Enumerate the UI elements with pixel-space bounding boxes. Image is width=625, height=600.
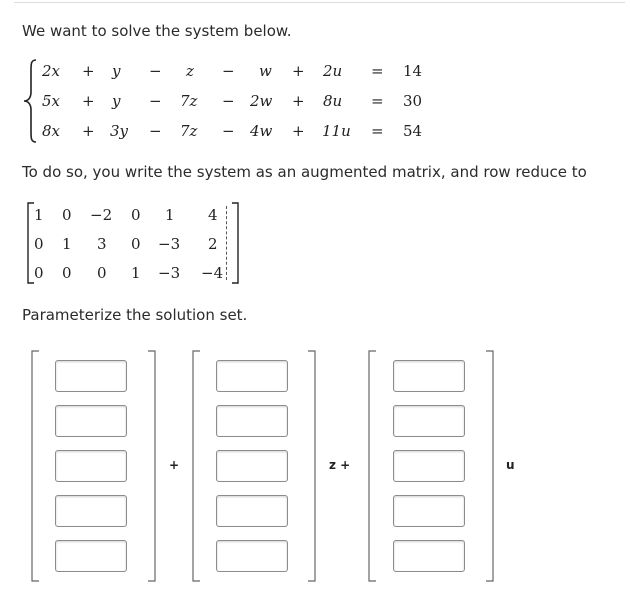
z-plus-operator: z + [329, 458, 351, 472]
eq3-sign2: − [149, 122, 162, 140]
m-r3-c2: 0 [62, 264, 72, 282]
vector3-entry-2[interactable] [393, 405, 465, 437]
m-r2-c3: 3 [97, 235, 107, 253]
m-r3-c6: −4 [201, 264, 224, 282]
vector2-entry-2[interactable] [216, 405, 288, 437]
eq2-term3: 7z [180, 92, 198, 110]
eq3-term1: 8x [42, 122, 61, 140]
parameterize-text: Parameterize the solution set. [22, 306, 248, 324]
plus-operator: + [169, 458, 180, 472]
matrix-right-bracket [230, 202, 240, 284]
eq2-rhs: 30 [403, 92, 423, 110]
vector1-left-bracket [31, 350, 41, 582]
vector2-entry-5[interactable] [216, 540, 288, 572]
eq2-sign1: + [82, 92, 95, 110]
vector3-left-bracket [368, 350, 378, 582]
rref-text: To do so, you write the system as an augmented matrix, and row reduce to [22, 163, 587, 181]
m-r1-c4: 0 [131, 206, 141, 224]
eq3-sign3: − [222, 122, 235, 140]
vector2-right-bracket [306, 350, 316, 582]
eq3-term2: 3y [110, 122, 129, 140]
eq1-sign2: − [149, 62, 162, 80]
vector1-entry-5[interactable] [55, 540, 127, 572]
eq1-rhs: 14 [403, 62, 423, 80]
eq1-term2: y [112, 62, 121, 80]
eq3-sign4: + [292, 122, 305, 140]
m-r2-c2: 1 [62, 235, 72, 253]
eq1-sign1: + [82, 62, 95, 80]
eq3-term5: 11u [322, 122, 351, 140]
vector3-right-bracket [484, 350, 494, 582]
m-r3-c3: 0 [97, 264, 107, 282]
vector2-entry-1[interactable] [216, 360, 288, 392]
eq3-term4: 4w [250, 122, 273, 140]
m-r1-c3: −2 [90, 206, 113, 224]
eq3-sign1: + [82, 122, 95, 140]
vector1-entry-2[interactable] [55, 405, 127, 437]
m-r1-c6: 4 [208, 206, 218, 224]
m-r2-c6: 2 [208, 235, 218, 253]
eq2-term1: 5x [42, 92, 61, 110]
m-r1-c5: 1 [165, 206, 175, 224]
m-r2-c1: 0 [34, 235, 44, 253]
vector3-entry-4[interactable] [393, 495, 465, 527]
m-r2-c5: −3 [158, 235, 181, 253]
m-r3-c4: 1 [131, 264, 141, 282]
vector3-entry-1[interactable] [393, 360, 465, 392]
vector1-entry-4[interactable] [55, 495, 127, 527]
eq2-sign3: − [222, 92, 235, 110]
m-r2-c4: 0 [131, 235, 141, 253]
eq2-term5: 8u [323, 92, 343, 110]
eq1-term4: w [259, 62, 272, 80]
m-r3-c1: 0 [34, 264, 44, 282]
eq3-term3: 7z [180, 122, 198, 140]
vector2-entry-3[interactable] [216, 450, 288, 482]
eq2-equals: = [371, 92, 384, 110]
matrix-augment-line [226, 206, 228, 280]
u-label: u [506, 458, 515, 472]
eq1-sign4: + [292, 62, 305, 80]
vector1-entry-3[interactable] [55, 450, 127, 482]
m-r3-c5: −3 [158, 264, 181, 282]
eq2-sign4: + [292, 92, 305, 110]
vector2-entry-4[interactable] [216, 495, 288, 527]
m-r1-c1: 1 [34, 206, 44, 224]
eq1-sign3: − [222, 62, 235, 80]
eq1-equals: = [371, 62, 384, 80]
left-brace [22, 58, 38, 144]
eq2-sign2: − [149, 92, 162, 110]
vector2-left-bracket [192, 350, 202, 582]
intro-text: We want to solve the system below. [22, 22, 292, 40]
eq1-term1: 2x [42, 62, 61, 80]
eq1-term5: 2u [323, 62, 343, 80]
vector1-entry-1[interactable] [55, 360, 127, 392]
eq1-term3: z [186, 62, 194, 80]
m-r1-c2: 0 [62, 206, 72, 224]
vector3-entry-3[interactable] [393, 450, 465, 482]
eq2-term2: y [112, 92, 121, 110]
vector3-entry-5[interactable] [393, 540, 465, 572]
eq3-equals: = [371, 122, 384, 140]
eq2-term4: 2w [250, 92, 273, 110]
vector1-right-bracket [146, 350, 156, 582]
eq3-rhs: 54 [403, 122, 423, 140]
top-divider [14, 2, 625, 3]
